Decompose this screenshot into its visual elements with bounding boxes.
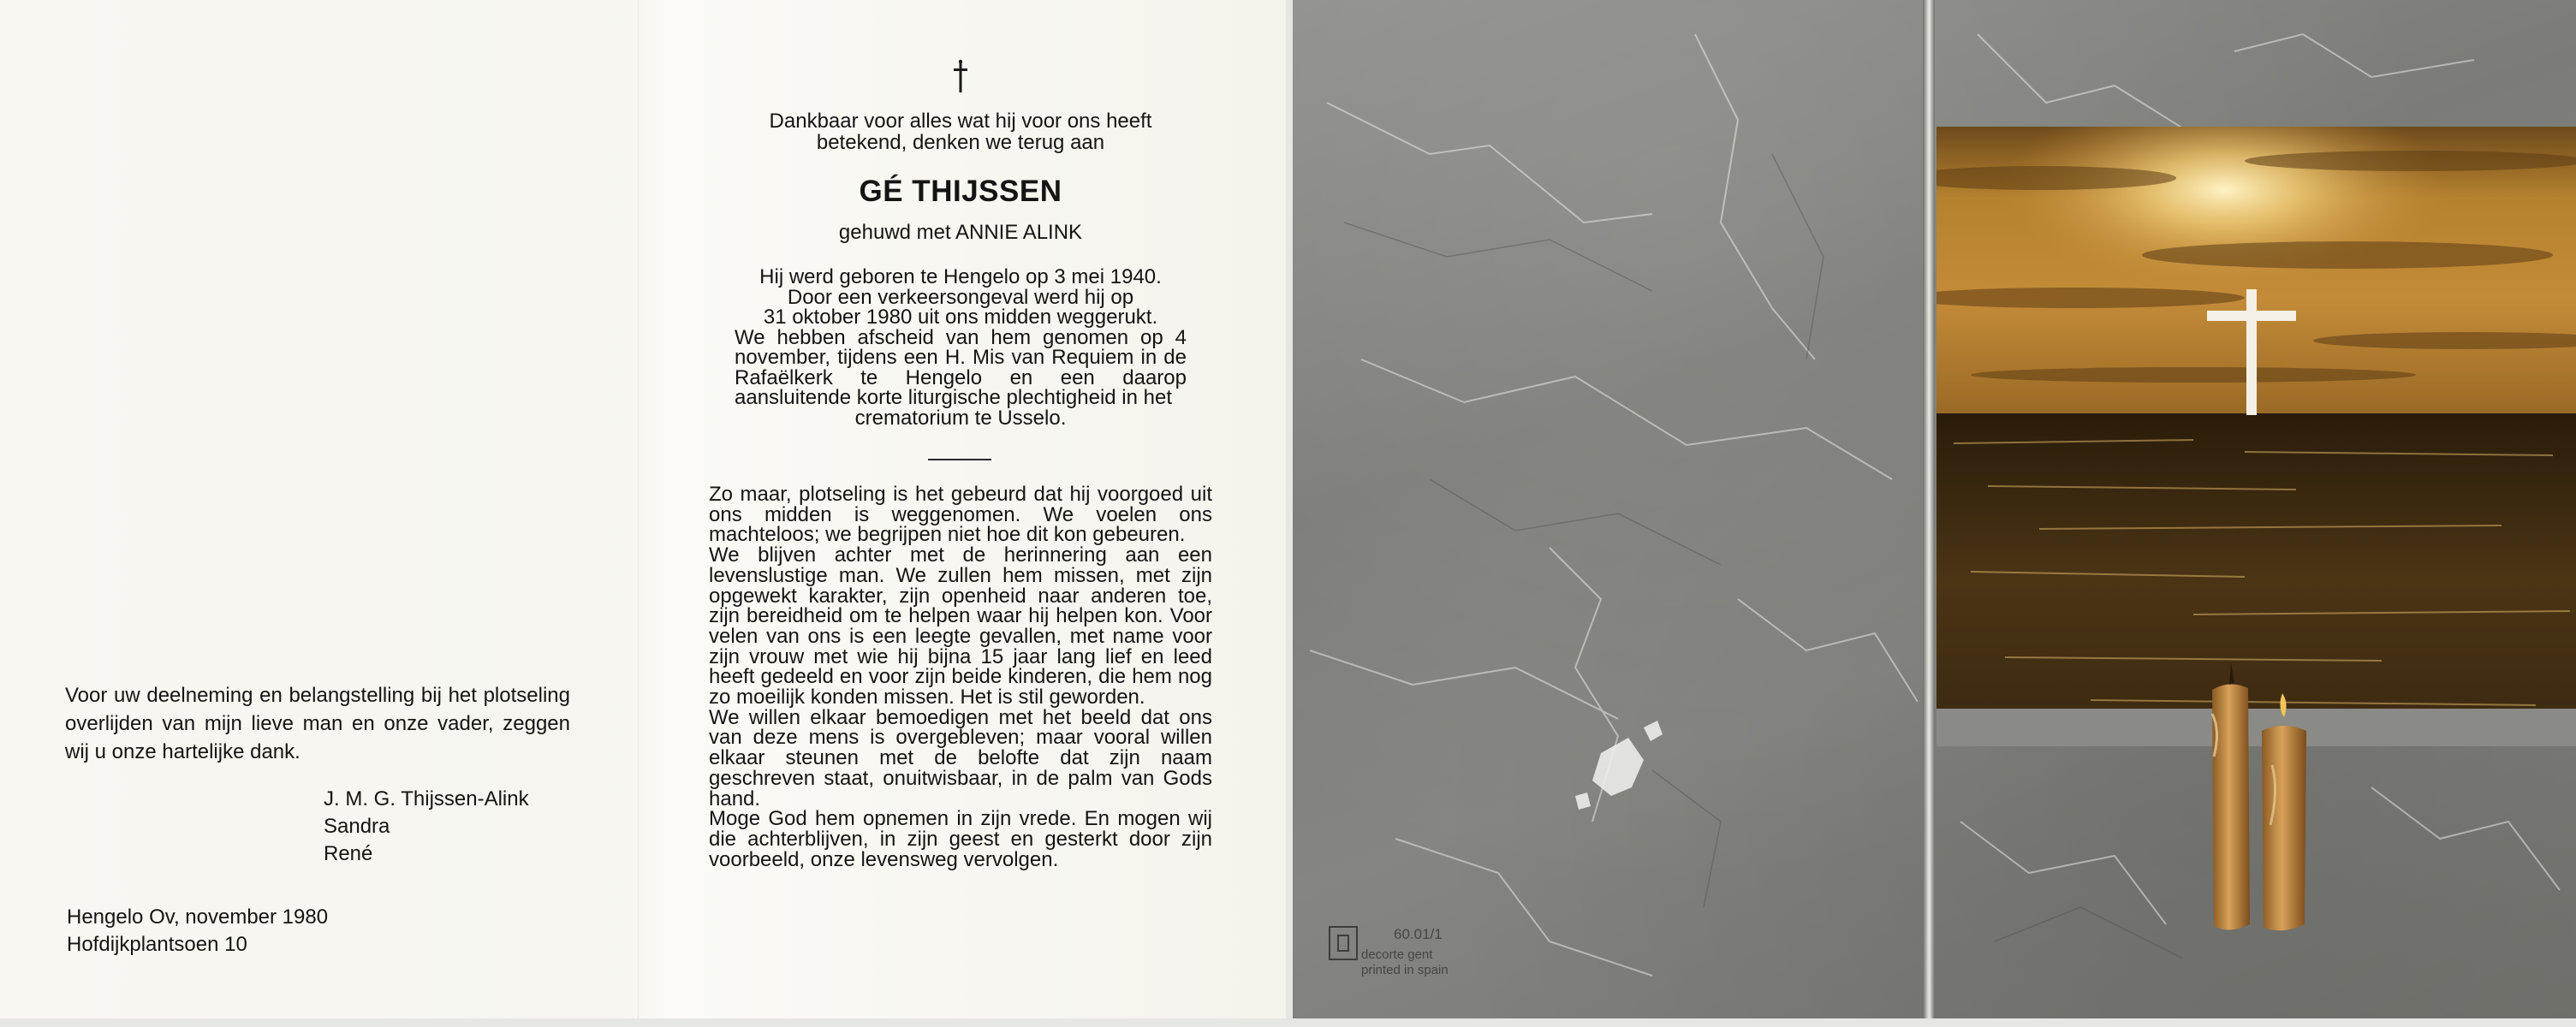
cover-fold — [1923, 0, 1935, 1018]
address: Hofdijkplantsoen 10 — [67, 933, 247, 956]
candles-icon — [2186, 662, 2346, 938]
reflection-paragraph: We willen elkaar bemoedigen met het beeld dat ons van deze mens is overgebleven; maar vooral willen elkaar steunen met de belofte dat zijn naam geschreven staat, onuitwisbaar, in de palm van Gods hand. — [709, 705, 1212, 810]
signature-son: René — [324, 842, 373, 865]
divider — [928, 459, 991, 460]
reflection-paragraph: We blijven achter met de herinnering aan een levenslustige man. We zullen hem missen, met zijn opgewekt karakter, zijn openheid naar anderen toe, zijn bereidheid om te helpen waar hij helpen kon. Voor velen van ons is een leegte gevallen, met name voor zijn vrouw met wie hij bijna 15 jaar lang lief en leed heeft gedeeld en voor zijn beide kinderen, die hem nog zo moeilijk konden missen. Het is stil geworden. — [709, 543, 1212, 709]
bio-line: Door een verkeersongeval werd hij op — [787, 285, 1134, 309]
center-fold — [637, 0, 640, 1018]
bio-line: 31 oktober 1980 uit ons midden weggerukt. — [763, 306, 1158, 329]
inside-paper — [0, 0, 1286, 1018]
publisher-logo-icon — [1329, 926, 1358, 960]
signature-mother: J. M. G. Thijssen-Alink — [324, 787, 529, 810]
intro-line-2: betekend, denken we terug aan — [816, 131, 1105, 154]
cross-icon — [943, 58, 978, 96]
bio-line: crematorium te Usselo. — [854, 406, 1067, 430]
cover-paper — [1293, 0, 2576, 1018]
reflection-paragraph: Zo maar, plotseling is het gebeurd dat hij voorgoed uit ons midden is weggenomen. We voelen ons machteloos; we begrijpen niet hoe dit kon gebeuren. — [709, 483, 1212, 547]
reflection-text — [709, 484, 1212, 870]
sunset-sea-photo — [1936, 127, 2576, 746]
place-date: Hengelo Ov, november 1980 — [67, 905, 329, 929]
publisher-name: decorte gent — [1361, 947, 1433, 962]
print-code: 60.01/1 — [1394, 926, 1443, 942]
signature-daughter: Sandra — [324, 815, 390, 838]
bio-line: Hij werd geboren te Hengelo op 3 mei 1940. — [759, 265, 1162, 288]
reflection-paragraph: Moge God hem opnemen in zijn vrede. En mogen wij die achterblijven, in zijn geest en gesterkt door zijn voorbeeld, onze levensweg vervolgen. — [709, 807, 1212, 871]
memorial-panel — [704, 0, 1217, 1018]
biography — [735, 267, 1187, 428]
thanks-text: Voor uw deelneming en belangstelling bij het plotseling overlijden van mijn lieve man en onze vader, zeggen wij u onze hartelijke dank. — [65, 684, 570, 763]
printed-in: printed in spain — [1361, 963, 1449, 977]
intro-line-1: Dankbaar voor alles wat hij voor ons heeft — [769, 110, 1152, 133]
spouse-line: gehuwd met ANNIE ALINK — [838, 221, 1083, 244]
deceased-name: GÉ THIJSSEN — [859, 175, 1062, 208]
bio-paragraph: We hebben afscheid van hem genomen op 4 november, tijdens een H. Mis van Requiem in de Rafaëlkerk te Hengelo en een daarop aansluitende korte liturgische plechtigheid in het — [735, 325, 1187, 409]
